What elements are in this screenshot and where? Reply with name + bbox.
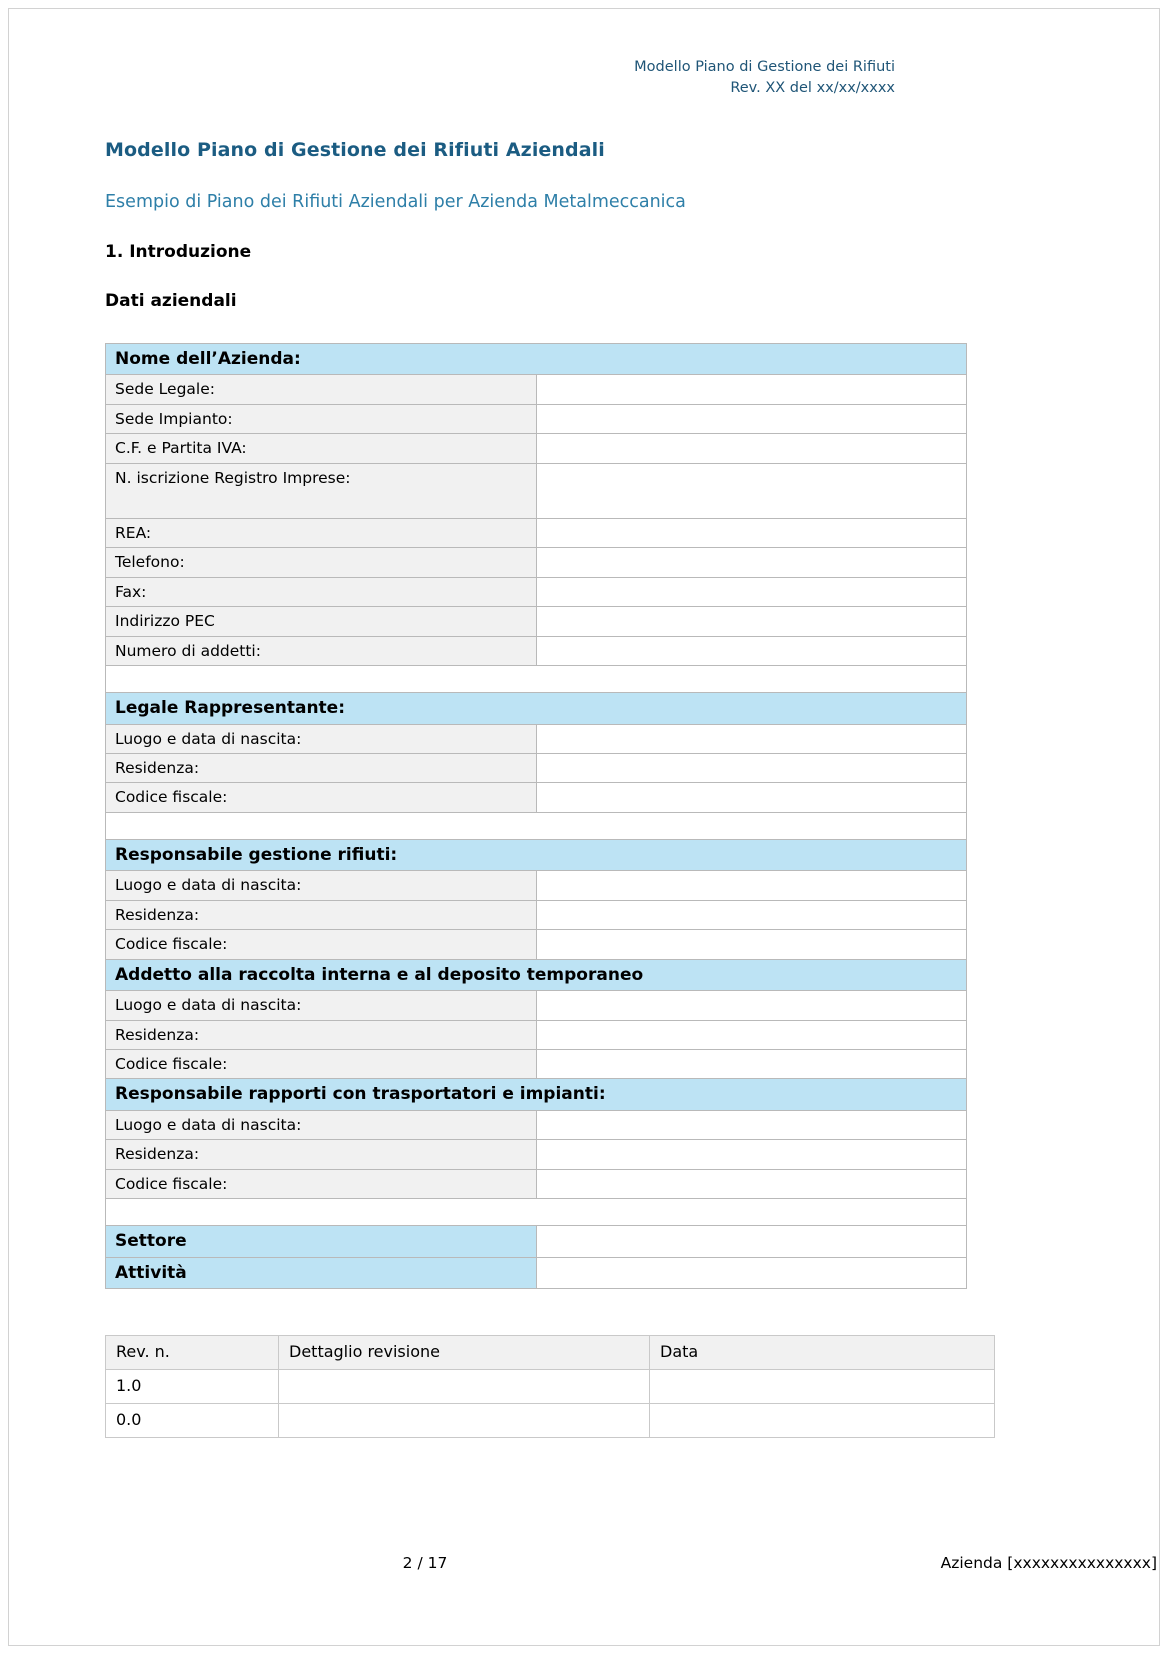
company-data-table [105, 343, 967, 1289]
row-label: Codice fiscale: [106, 1050, 537, 1079]
spacer-cell [106, 1199, 967, 1226]
subsection-heading: Dati aziendali [105, 291, 237, 312]
table-row-settore [106, 1226, 967, 1257]
revision-column-header-data: Data [650, 1336, 995, 1370]
row-label: Codice fiscale: [106, 930, 537, 959]
row-label: Indirizzo PEC [106, 607, 537, 636]
attivita-value[interactable] [536, 1257, 967, 1288]
page-sheet [8, 8, 1160, 1646]
spacer-row [106, 666, 967, 693]
table-row [106, 1050, 967, 1079]
page-title: Modello Piano di Gestione dei Rifiuti Aziendali [105, 139, 605, 162]
header-cell-responsabile-rifiuti: Responsabile gestione rifiuti: [106, 839, 967, 870]
table-row [106, 900, 967, 929]
row-value[interactable] [536, 375, 967, 404]
row-value[interactable] [536, 871, 967, 900]
table-row [106, 930, 967, 959]
settore-value[interactable] [536, 1226, 967, 1257]
table-row [106, 1169, 967, 1198]
table-row [106, 636, 967, 665]
table-row [106, 1140, 967, 1169]
row-label: C.F. e Partita IVA: [106, 434, 537, 463]
spacer-cell [106, 666, 967, 693]
table-row [106, 607, 967, 636]
table-row [106, 577, 967, 606]
revision-table-row [106, 1370, 995, 1404]
row-value[interactable] [536, 753, 967, 782]
table-header-row-responsabile-rifiuti [106, 839, 967, 870]
row-label: Luogo e data di nascita: [106, 871, 537, 900]
revision-cell-rev: 1.0 [106, 1370, 279, 1404]
row-label: Luogo e data di nascita: [106, 1110, 537, 1139]
row-value[interactable] [536, 1110, 967, 1139]
row-label: Sede Legale: [106, 375, 537, 404]
row-value[interactable] [536, 404, 967, 433]
row-label: Luogo e data di nascita: [106, 724, 537, 753]
footer-company: Azienda [xxxxxxxxxxxxxxx] [940, 1554, 1157, 1572]
header-cell-rapporti: Responsabile rapporti con trasportatori e impianti: [106, 1079, 967, 1110]
table-row [106, 404, 967, 433]
header-cell-azienda: Nome dell’Azienda: [106, 344, 967, 375]
attivita-label: Attività [106, 1257, 537, 1288]
row-value[interactable] [536, 577, 967, 606]
table-row [106, 724, 967, 753]
row-value[interactable] [536, 548, 967, 577]
row-label: Residenza: [106, 1140, 537, 1169]
revision-table [105, 1335, 995, 1438]
row-label: Residenza: [106, 753, 537, 782]
row-value[interactable] [536, 991, 967, 1020]
header-cell-addetto: Addetto alla raccolta interna e al deposito temporaneo [106, 959, 967, 990]
row-value[interactable] [536, 930, 967, 959]
table-row [106, 463, 967, 518]
row-value[interactable] [536, 463, 967, 518]
table-row [106, 518, 967, 547]
row-label: Sede Impianto: [106, 404, 537, 433]
table-header-row-azienda [106, 344, 967, 375]
table-row [106, 375, 967, 404]
revision-cell-dettaglio[interactable] [279, 1370, 650, 1404]
page-number: 2 / 17 [402, 1554, 448, 1572]
table-row [106, 871, 967, 900]
header-cell-legale: Legale Rappresentante: [106, 693, 967, 724]
row-label: Fax: [106, 577, 537, 606]
row-label: REA: [106, 518, 537, 547]
row-label: Residenza: [106, 900, 537, 929]
table-header-row-addetto [106, 959, 967, 990]
table-row [106, 753, 967, 782]
row-label: Residenza: [106, 1020, 537, 1049]
table-row [106, 1110, 967, 1139]
row-value[interactable] [536, 434, 967, 463]
revision-table-header-row [106, 1336, 995, 1370]
revision-table-row [106, 1404, 995, 1438]
row-value[interactable] [536, 900, 967, 929]
table-row [106, 1020, 967, 1049]
table-header-row-rapporti [106, 1079, 967, 1110]
revision-column-header-rev: Rev. n. [106, 1336, 279, 1370]
row-label: Numero di addetti: [106, 636, 537, 665]
row-label: Codice fiscale: [106, 1169, 537, 1198]
table-header-row-legale [106, 693, 967, 724]
table-row-attivita [106, 1257, 967, 1288]
page-content [105, 57, 1065, 1438]
row-value[interactable] [536, 607, 967, 636]
table-row [106, 434, 967, 463]
running-header [105, 57, 1065, 99]
revision-cell-data[interactable] [650, 1404, 995, 1438]
settore-label: Settore [106, 1226, 537, 1257]
row-value[interactable] [536, 1169, 967, 1198]
row-value[interactable] [536, 636, 967, 665]
running-header-line2: Rev. XX del xx/xx/xxxx [730, 80, 895, 97]
row-value[interactable] [536, 518, 967, 547]
running-header-line1: Modello Piano di Gestione dei Rifiuti [634, 59, 895, 75]
spacer-cell [106, 812, 967, 839]
row-label: Telefono: [106, 548, 537, 577]
row-label: Luogo e data di nascita: [106, 991, 537, 1020]
revision-cell-dettaglio[interactable] [279, 1404, 650, 1438]
row-value[interactable] [536, 1050, 967, 1079]
row-value[interactable] [536, 1020, 967, 1049]
row-value[interactable] [536, 783, 967, 812]
section-heading: 1. Introduzione [105, 242, 252, 263]
table-row [106, 783, 967, 812]
table-row [106, 991, 967, 1020]
row-value[interactable] [536, 724, 967, 753]
spacer-row [106, 812, 967, 839]
row-label: N. iscrizione Registro Imprese: [106, 463, 537, 518]
spacer-row-tall [106, 1199, 967, 1226]
table-row [106, 548, 967, 577]
row-value[interactable] [536, 1140, 967, 1169]
revision-cell-rev: 0.0 [106, 1404, 279, 1438]
revision-cell-data[interactable] [650, 1370, 995, 1404]
page-subtitle: Esempio di Piano dei Rifiuti Aziendali per Azienda Metalmeccanica [105, 192, 686, 213]
revision-column-header-dettaglio: Dettaglio revisione [279, 1336, 650, 1370]
row-label: Codice fiscale: [106, 783, 537, 812]
